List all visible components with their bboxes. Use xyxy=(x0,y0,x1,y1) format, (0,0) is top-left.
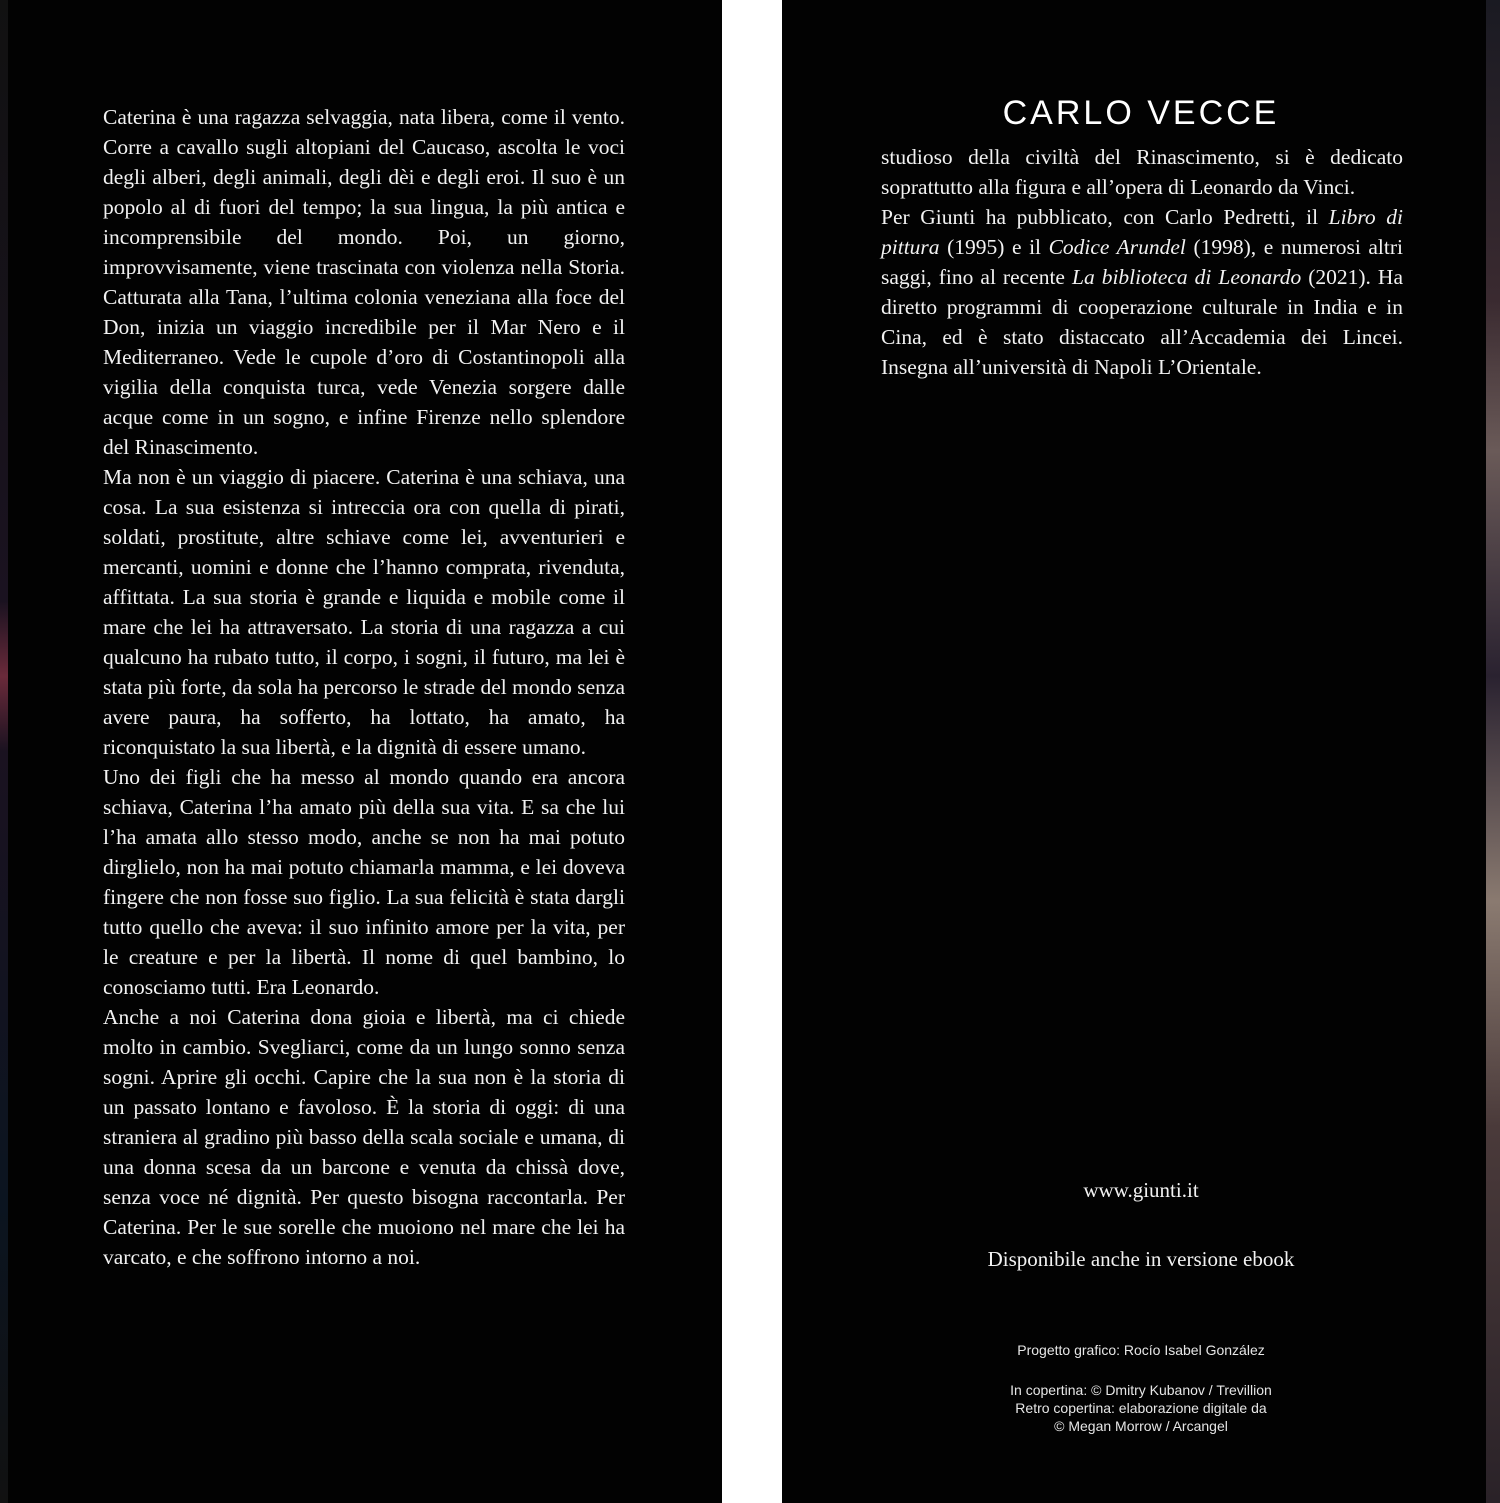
bio-text: Per Giunti ha pubblicato, con Carlo Pedretti, il xyxy=(881,205,1329,229)
cover-credit-line: © Megan Morrow / Arcangel xyxy=(1054,1418,1228,1434)
cover-credit-line: Retro copertina: elaborazione digitale da xyxy=(1015,1400,1267,1416)
synopsis-paragraph: Uno dei figli che ha messo al mondo quando era ancora schiava, Caterina l’ha amato più della sua vita. E sa che lui l’ha amata allo stesso modo, anche se non ha mai potuto dirglielo, non ha mai potuto chiamarla mamma, e lei doveva fingere che non fosse suo figlio. La sua felicità è stata dargli tutto quello che aveva: il suo infinito amore per la vita, per le creature e per la libertà. Il nome di quel bambino, lo conosciamo tutti. Era Leonardo. xyxy=(103,765,625,999)
cover-image-edge xyxy=(1486,0,1500,1503)
publisher-website: www.giunti.it xyxy=(1083,1178,1199,1202)
design-credit: Progetto grafico: Rocío Isabel González xyxy=(1017,1342,1265,1358)
synopsis-paragraph: Caterina è una ragazza selvaggia, nata libera, come il vento. Corre a cavallo sugli altopiani del Caucaso, ascolta le voci degli alberi, degli animali, degli dèi e degli eroi. Il suo è un popolo al di fuori del tempo; la sua lingua, la più antica e incomprensibile del mondo. Poi, un giorno, improvvisamente, viene trascinata con violenza nella Storia. Catturata alla Tana, l’ultima colonia veneziana alla foce del Don, inizia un viaggio incredibile per il Mar Nero e il Mediterraneo. Vede le cupole d’oro di Costantinopoli alla vigilia della conquista turca, vede Venezia sorgere dalle acque come in un sogno, e infine Firenze nello splendore del Rinascimento. xyxy=(103,105,625,459)
bio-paragraph: studioso della civiltà del Rinascimento, si è dedicato soprattutto alla figura e all’opera di Leonardo da Vinci. xyxy=(881,145,1403,199)
author-name: CARLO VECCE xyxy=(1002,94,1280,132)
bio-text: (1995) e il xyxy=(939,235,1049,259)
bio-text: (2021). Ha diretto programmi di cooperazione culturale in India e in Cina, ed è stato distaccato all’Accademia dei Lincei. Insegna all’università di Napoli L’Orientale. xyxy=(881,265,1404,379)
bio-paragraph xyxy=(881,202,1403,382)
cover-credits xyxy=(782,1381,1500,1435)
synopsis-paragraph: Ma non è un viaggio di piacere. Caterina è una schiava, una cosa. La sua esistenza si intreccia ora con quella di pirati, soldati, prostitute, altre schiave come lei, avventurieri e mercanti, uomini e donne che l’hanno comprata, rivenduta, affittata. La sua storia è grande e liquida e mobile come il mare che lei ha attraversato. La storia di una ragazza a cui qualcuno ha rubato tutto, il corpo, i sogni, il futuro, ma lei è stata più forte, da sola ha percorso le strade del mondo senza avere paura, ha sofferto, ha lottato, ha amato, ha riconquistato la sua libertà, e la dignità di essere umano. xyxy=(103,465,625,759)
book-title: Codice Arundel xyxy=(1048,235,1186,259)
cover-credit-line: In copertina: © Dmitry Kubanov / Trevillion xyxy=(1010,1382,1272,1398)
book-title: Libro di pittura xyxy=(881,205,1403,259)
ebook-note: Disponibile anche in versione ebook xyxy=(987,1247,1295,1271)
book-title: La biblioteca di Leonardo xyxy=(1071,265,1302,289)
author-bio xyxy=(881,142,1403,382)
bio-text: (1998), e numerosi altri saggi, fino al recente xyxy=(881,235,1404,289)
right-flap xyxy=(782,0,1500,1503)
synopsis-paragraph: Anche a noi Caterina dona gioia e libertà, ma ci chiede molto in cambio. Svegliarci, come da un lungo sonno senza sogni. Aprire gli occhi. Capire che la sua non è la storia di un passato lontano e favoloso. È la storia di oggi: di una straniera al gradino più basso della scala sociale e umana, di una donna scesa da un barcone e venuta da chissà dove, senza voce né dignità. Per questo bisogna raccontarla. Per Caterina. Per le sue sorelle che muoiono nel mare che lei ha varcato, e che soffrono intorno a noi. xyxy=(103,1005,625,1269)
left-flap xyxy=(0,0,722,1503)
cover-image-edge xyxy=(0,0,8,1503)
synopsis-text xyxy=(103,102,625,1272)
